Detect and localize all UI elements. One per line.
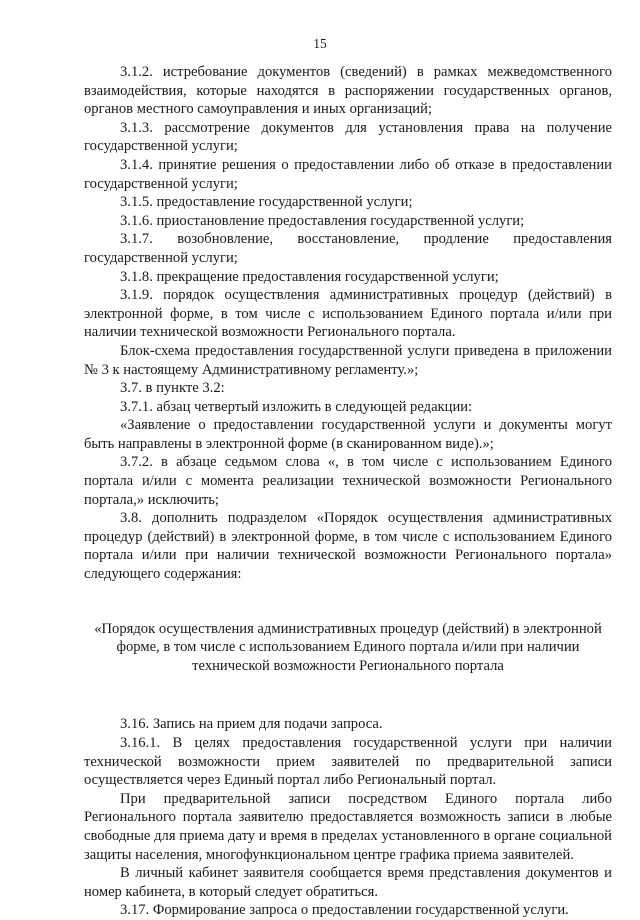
paragraph-3-17: 3.17. Формирование запроса о предоставлении государственной услуги. xyxy=(120,902,569,919)
paragraph-preliminary-record: При предварительной записи посредством Единого портала либо Регионального портала заявителю предоставляется возможность записи в любые свободные для приема дату и время в пределах установленного в органе социальной защиты населения, многофункциональном центре графика приема заявителей. xyxy=(84,790,612,863)
paragraph-quote-application: «Заявление о предоставлении государственной услуги и документы могут быть направлены в электронной форме (в сканированном виде).»; xyxy=(84,417,612,452)
page-number: 15 xyxy=(313,36,327,51)
paragraph-3-1-9: 3.1.9. порядок осуществления административных процедур (действий) в электронной форме, в том числе с использованием Единого портала и/или при наличии технической возможности Регионального портала. xyxy=(84,287,612,341)
paragraph-3-1-3: 3.1.3. рассмотрение документов для установления права на получение государственной услуги; xyxy=(84,119,612,155)
paragraph-3-1-6: 3.1.6. приостановление предоставления государственной услуги; xyxy=(120,212,525,229)
paragraph-personal-account: В личный кабинет заявителя сообщается время представления документов и номер кабинета, в который следует обратиться. xyxy=(84,865,612,900)
paragraph-block-scheme: Блок-схема предоставления государственной услуги приведена в приложении № 3 к настоящему Административному регламенту.»; xyxy=(84,342,612,378)
paragraph-3-1-8: 3.1.8. прекращение предоставления государственной услуги; xyxy=(120,268,499,285)
paragraph-3-1-4: 3.1.4. принятие решения о предоставлении либо об отказе в предоставлении государственной услуги; xyxy=(84,156,612,192)
paragraph-3-7: 3.7. в пункте 3.2: xyxy=(120,380,225,397)
paragraph-3-7-2: 3.7.2. в абзаце седьмом слова «, в том числе с использованием Единого портала и/или с момента реализации технической возможности Регионального портала,» исключить; xyxy=(84,454,612,508)
paragraph-3-1-2: 3.1.2. истребование документов (сведений) в рамках межведомственного взаимодействия, которые находятся в распоряжении государственных органов, органов местного самоуправления и иных организаций; xyxy=(84,64,612,118)
paragraph-3-16-1: 3.16.1. В целях предоставления государственной услуги при наличии технической возможности прием заявителей по предварительной записи осуществляется через Единый портал либо Региональный портал. xyxy=(84,735,612,789)
paragraph-3-7-1: 3.7.1. абзац четвертый изложить в следующей редакции: xyxy=(120,398,473,415)
section-heading: «Порядок осуществления административных процедур (действий) в электронной форме, в том числе с использованием Единого портала и/или при наличии технической возможности Регионального портала xyxy=(94,620,602,674)
paragraph-3-8: 3.8. дополнить подразделом «Порядок осуществления административных процедур (действий) в электронной форме, в том числе с использованием Единого портала и/или при наличии технической возможности Регионального портала» следующего содержания: xyxy=(84,510,612,583)
paragraph-3-1-7: 3.1.7. возобновление, восстановление, продление предоставления государственной услуги; xyxy=(84,231,612,266)
document-body xyxy=(84,63,612,920)
paragraph-3-16: 3.16. Запись на прием для подачи запроса. xyxy=(120,716,383,733)
paragraph-3-1-5: 3.1.5. предоставление государственной услуги; xyxy=(120,194,413,211)
